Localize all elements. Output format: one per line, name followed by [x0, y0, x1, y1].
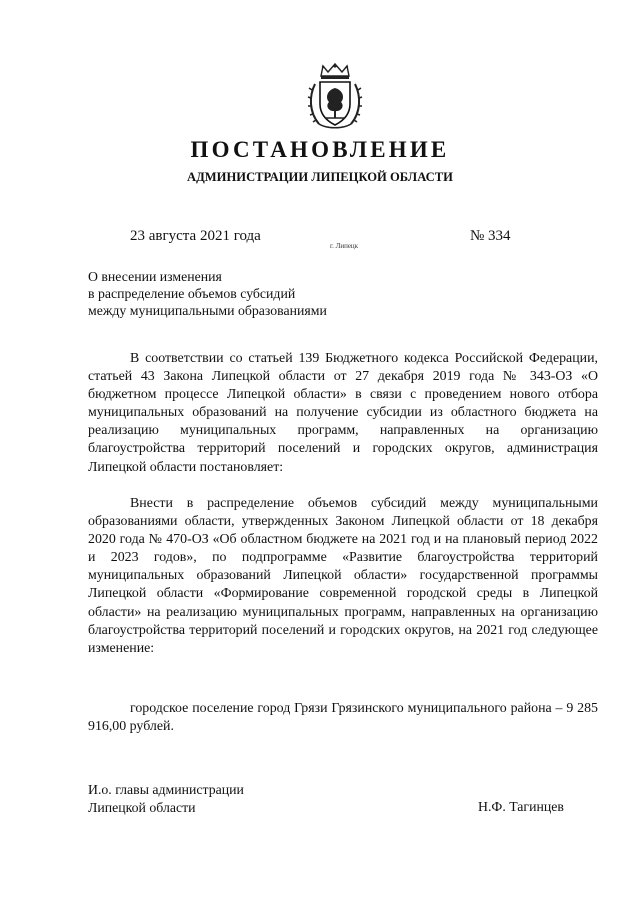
coat-of-arms-icon: [303, 62, 367, 132]
subject-line: в распределение объемов субсидий: [88, 286, 296, 301]
document-number: № 334: [470, 228, 511, 244]
document-subject: [88, 268, 327, 319]
signature-position-line: Липецкой области: [88, 800, 196, 815]
paragraph-text: Внести в распределение объемов субсидий между муниципальными образованиями области, утвержденных Законом Липецкой области от 18 декабря 2020 года № 470-ОЗ «Об областном бюджете на 2021 год и на плановый период 2022 и 2023 годов», по подпрограмме «Развитие благоустройства территорий муниципальных образований Липецкой области» государственной программы Липецкой области «Формирование современной городской среды в Липецкой области» на реализацию муниципальных программ, направленных на организацию благоустройства территорий поселений и городских округов, на 2021 год следующее изменение:: [88, 496, 598, 656]
subject-line: между муниципальными образованиями: [88, 303, 327, 318]
signature-name: Н.Ф. Тагинцев: [478, 799, 564, 814]
document-issuer: АДМИНИСТРАЦИИ ЛИПЕЦКОЙ ОБЛАСТИ: [187, 170, 453, 184]
document-date: 23 августа 2021 года: [130, 228, 261, 244]
document-city: г. Липецк: [330, 242, 359, 250]
signature-position-line: И.о. главы администрации: [88, 782, 244, 797]
paragraph-text: В соответствии со статьей 139 Бюджетного кодекса Российской Федерации, статьей 43 Закона Липецкой области от 27 декабря 2019 года № 343-ОЗ «О бюджетном процессе Липецкой области» в связи с проведением нового отбора муниципальных образований на получение субсидии из областного бюджета на реализацию муниципальных программ, направленных на организацию благоустройства территорий поселений и городских округов, администрация Липецкой области постановляет:: [88, 351, 598, 475]
body-paragraph-decision: [88, 495, 598, 658]
subject-line: О внесении изменения: [88, 269, 222, 284]
body-paragraph-preamble: [88, 350, 598, 477]
paragraph-text: городское поселение город Грязи Грязинского муниципального района – 9 285 916,00 рублей.: [88, 701, 598, 735]
document-title: ПОСТАНОВЛЕНИЕ: [190, 137, 450, 162]
signature-position: [88, 781, 244, 817]
body-paragraph-amount: [88, 700, 598, 736]
